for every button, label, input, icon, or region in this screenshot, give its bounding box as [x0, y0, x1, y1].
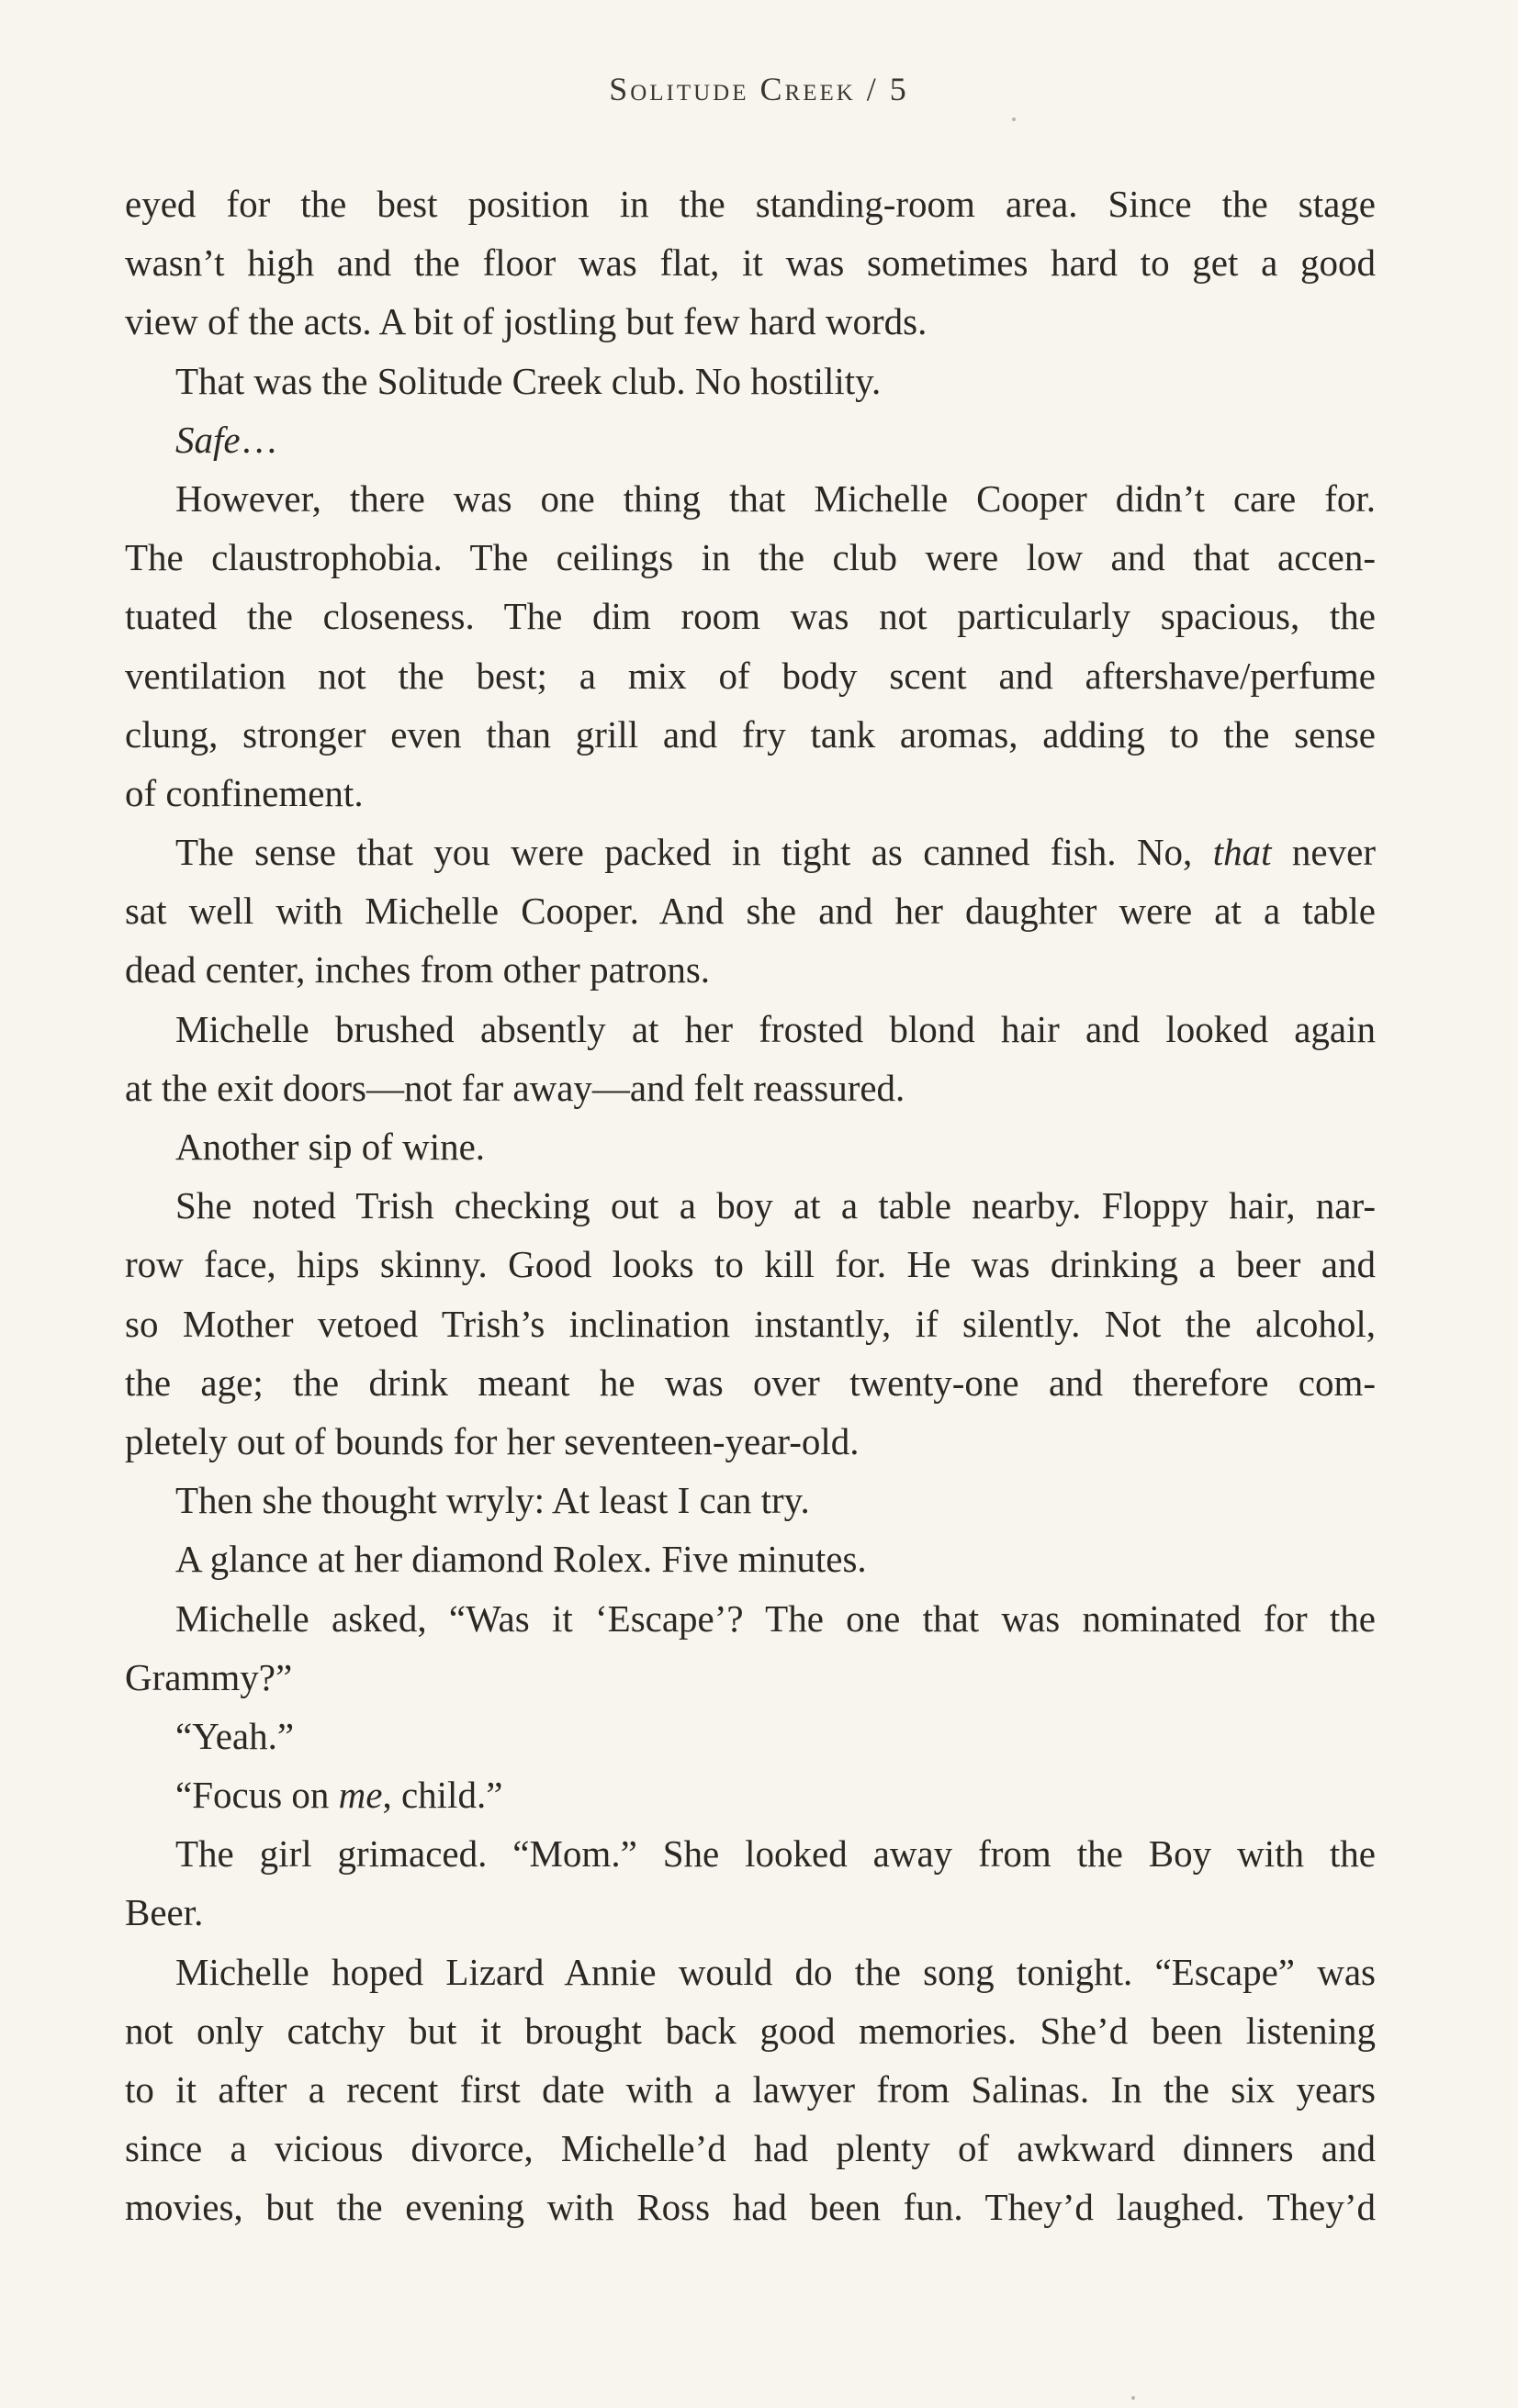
text-run: The girl grimaced. “Mom.” She looked away from the Boy with the	[175, 1832, 1376, 1876]
text-line	[125, 1294, 1376, 1353]
text-run: sat well with Michelle Cooper. And she and her daughter were at a table	[125, 890, 1376, 933]
text-line	[125, 174, 1376, 233]
text-run: row face, hips skinny. Good looks to kill for. He was drinking a beer and	[125, 1243, 1376, 1286]
text-run: , child.”	[382, 1774, 503, 1817]
italic-text: Safe	[175, 418, 241, 461]
text-run: dead center, inches from other patrons.	[125, 948, 711, 991]
text-line	[125, 2001, 1376, 2060]
text-line	[125, 352, 1376, 410]
text-run: Then she thought wryly: At least I can try.	[175, 1479, 810, 1522]
text-line	[125, 1648, 1376, 1707]
text-line	[125, 528, 1376, 587]
text-run: eyed for the best position in the standing-room area. Since the stage	[125, 183, 1376, 225]
text-run: view of the acts. A bit of jostling but few hard words.	[125, 300, 928, 343]
text-run: She noted Trish checking out a boy at a table nearby. Floppy hair, nar-	[175, 1184, 1376, 1227]
text-run: …	[240, 418, 278, 461]
running-head: Solitude Creek / 5	[609, 71, 909, 107]
text-line	[125, 2178, 1376, 2236]
italic-text: that	[1212, 831, 1272, 874]
text-line	[125, 410, 1376, 469]
text-run: to it after a recent first date with a lawyer from Salinas. In the six years	[125, 2068, 1376, 2111]
text-run: pletely out of bounds for her seventeen-year-old.	[125, 1419, 860, 1462]
text-line	[125, 1235, 1376, 1294]
paper-speck	[1012, 118, 1016, 121]
text-run: “Yeah.”	[175, 1714, 295, 1757]
text-line	[125, 881, 1376, 940]
text-line	[125, 1412, 1376, 1471]
text-run: so Mother vetoed Trish’s inclination instantly, if silently. Not the alcohol,	[125, 1302, 1376, 1345]
text-run: clung, stronger even than grill and fry tank aromas, adding to the sense	[125, 712, 1376, 756]
text-line	[125, 233, 1376, 292]
text-line	[125, 469, 1376, 528]
text-run: Beer.	[125, 1891, 204, 1934]
text-run: Michelle asked, “Was it ‘Escape’? The one that was nominated for the	[175, 1596, 1376, 1640]
text-run: Grammy?”	[125, 1655, 293, 1698]
text-line	[125, 646, 1376, 705]
text-line	[125, 1529, 1376, 1588]
text-run: That was the Solitude Creek club. No hostility.	[175, 359, 882, 402]
text-run: never	[1271, 831, 1376, 874]
text-line	[125, 587, 1376, 645]
text-line	[125, 1943, 1376, 2001]
text-run: of confinement.	[125, 771, 364, 814]
italic-text: me	[338, 1774, 383, 1817]
text-line	[125, 1058, 1376, 1117]
text-run: tuated the closeness. The dim room was not particularly spacious, the	[125, 595, 1376, 638]
text-line	[125, 1824, 1376, 1883]
text-line	[125, 2119, 1376, 2178]
text-line	[125, 823, 1376, 881]
text-line	[125, 940, 1376, 999]
text-line	[125, 292, 1376, 351]
text-run: Another sip of wine.	[175, 1126, 486, 1168]
text-line	[125, 1765, 1376, 1824]
text-run: However, there was one thing that Michelle Cooper didn’t care for.	[175, 476, 1376, 520]
text-run: “Focus on	[175, 1774, 339, 1817]
body-text	[125, 174, 1376, 2237]
text-line	[125, 1117, 1376, 1176]
text-run: the age; the drink meant he was over twenty-one and therefore com-	[125, 1361, 1376, 1404]
text-line	[125, 1000, 1376, 1058]
text-run: wasn’t high and the floor was flat, it was sometimes hard to get a good	[125, 241, 1376, 285]
text-run: The sense that you were packed in tight as canned fish. No,	[175, 831, 1213, 874]
text-line	[125, 1707, 1376, 1765]
text-line	[125, 1176, 1376, 1235]
text-line	[125, 705, 1376, 764]
text-line	[125, 2060, 1376, 2119]
text-line	[125, 1471, 1376, 1529]
text-run: ventilation not the best; a mix of body scent and aftershave/perfume	[125, 654, 1376, 697]
text-run: not only catchy but it brought back good memories. She’d been listening	[125, 2009, 1376, 2052]
text-run: A glance at her diamond Rolex. Five minutes.	[175, 1538, 867, 1581]
text-run: Michelle hoped Lizard Annie would do the song tonight. “Escape” was	[175, 1950, 1376, 1993]
paper-speck	[1131, 2396, 1135, 2400]
text-run: since a vicious divorce, Michelle’d had plenty of awkward dinners and	[125, 2127, 1376, 2170]
text-run: Michelle brushed absently at her frosted blond hair and looked again	[175, 1007, 1376, 1050]
text-run: movies, but the evening with Ross had been fun. They’d laughed. They’d	[125, 2186, 1376, 2229]
text-line	[125, 1353, 1376, 1412]
text-line	[125, 1883, 1376, 1942]
text-line	[125, 764, 1376, 823]
text-run: The claustrophobia. The ceilings in the club were low and that accen-	[125, 536, 1376, 579]
text-line	[125, 1589, 1376, 1648]
text-run: at the exit doors—not far away—and felt reassured.	[125, 1066, 905, 1109]
